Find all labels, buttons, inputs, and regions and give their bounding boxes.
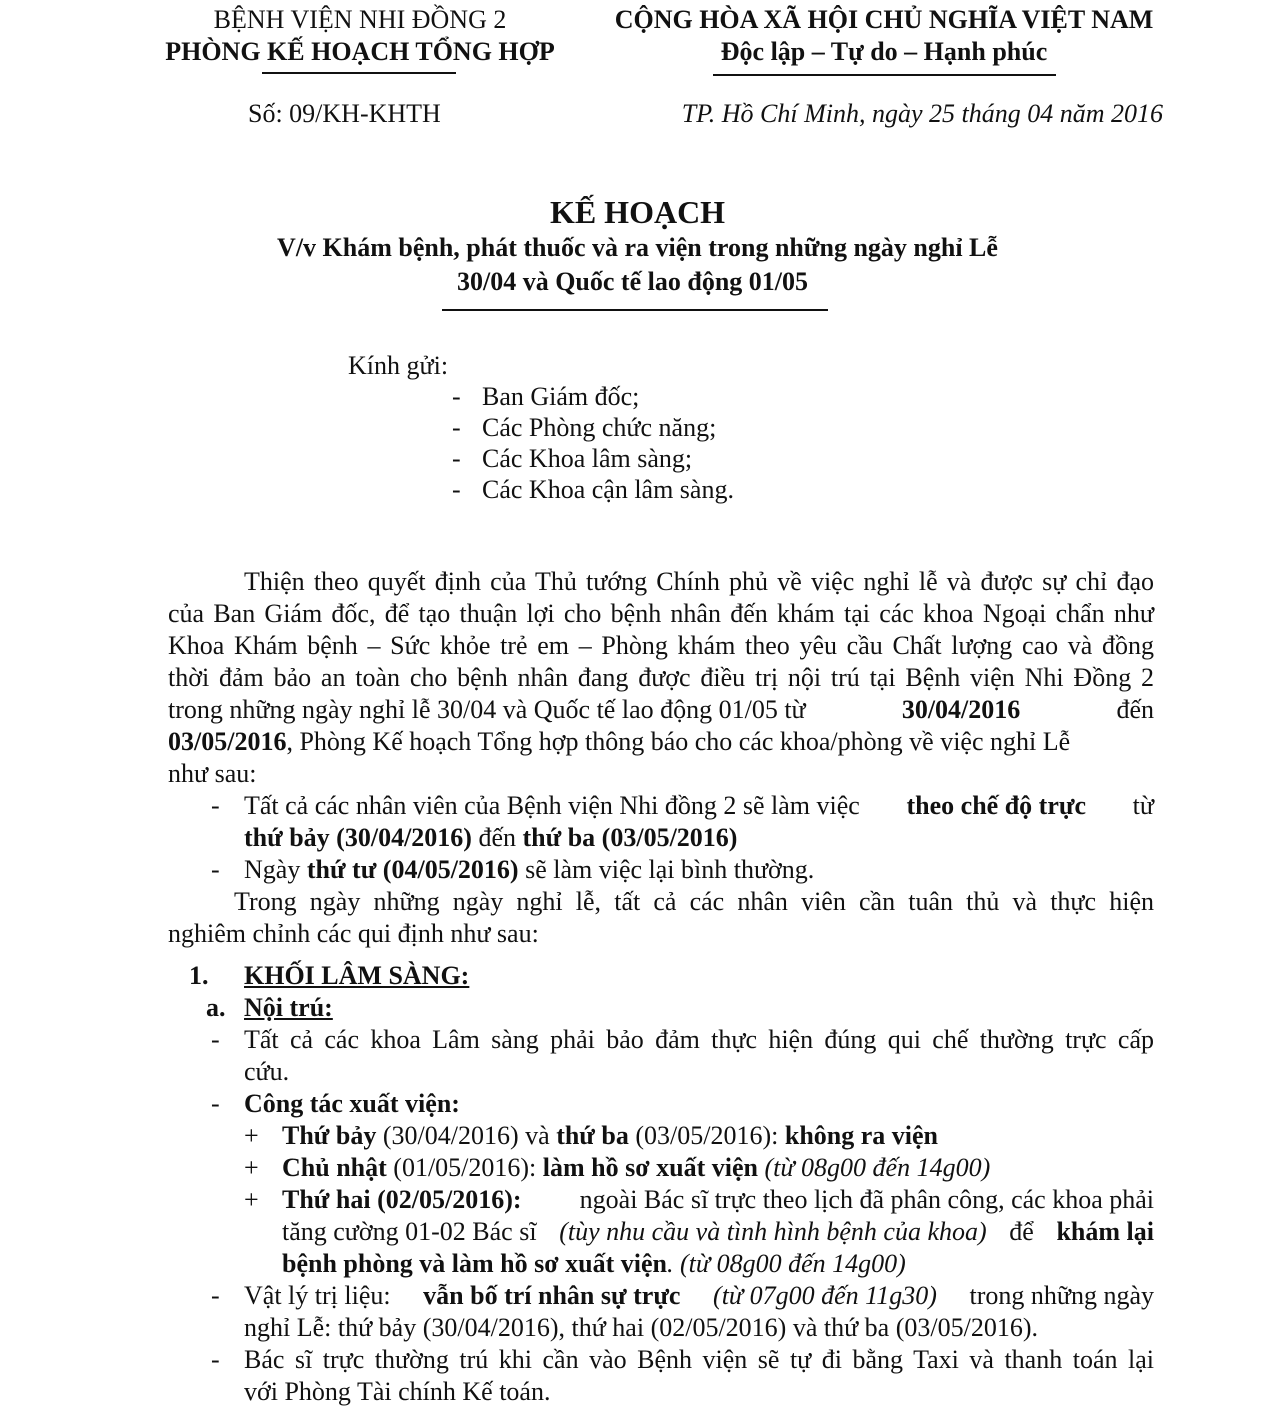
- section-number: 1.: [189, 961, 209, 990]
- bullet-text: Tất cả các nhân viên của Bệnh viện Nhi đồng 2 sẽ làm việc: [244, 791, 860, 820]
- item-text: trong những ngày: [969, 1281, 1154, 1310]
- document-number: Số: 09/KH-KHTH: [248, 99, 441, 128]
- subitem-text: để: [1009, 1217, 1034, 1246]
- item-heading: Công tác xuất viện:: [244, 1089, 460, 1118]
- bullet-text: sẽ làm việc lại bình thường.: [525, 855, 815, 884]
- plus-marker: +: [244, 1185, 259, 1214]
- item-time: (từ 07g00 đến 11g30): [713, 1281, 937, 1310]
- subitem-line: [282, 1248, 906, 1280]
- recipient-dash: -: [452, 444, 461, 473]
- bullet-dash: -: [211, 791, 220, 820]
- national-motto: Độc lập – Tự do – Hạnh phúc: [720, 37, 1048, 66]
- recipient-dash: -: [452, 413, 461, 442]
- subitem-time: . (từ 08g00 đến 14g00): [667, 1249, 906, 1278]
- recipient-item: Các Khoa lâm sàng;: [482, 444, 693, 473]
- country-name: CỘNG HÒA XÃ HỘI CHỦ NGHĨA VIỆT NAM: [614, 5, 1154, 34]
- subitem-emphasis: làm hồ sơ xuất viện: [542, 1153, 758, 1182]
- intro-date-end: 03/05/2016: [168, 727, 287, 756]
- subitem-line: [282, 1216, 1154, 1248]
- motto-underline: [713, 74, 1056, 76]
- item-dash: -: [211, 1345, 220, 1374]
- intro-text: , Phòng Kế hoạch Tổng hợp thông báo cho các khoa/phòng về việc nghỉ Lễ: [286, 727, 1071, 756]
- day-label: thứ ba: [556, 1121, 629, 1150]
- day-label: Thứ hai (02/05/2016):: [282, 1185, 522, 1214]
- intro-line: thời đảm bảo an toàn cho bệnh nhân đang được điều trị nội trú tại Bệnh viện Nhi Đồng 2: [168, 663, 1154, 692]
- subitem-text: (03/05/2016):: [635, 1121, 779, 1150]
- day-label: Chủ nhật: [282, 1153, 387, 1182]
- department-underline: [262, 72, 456, 74]
- item-line: Tất cả các khoa Lâm sàng phải bảo đảm thực hiện đúng qui chế thường trực cấp: [244, 1025, 1154, 1054]
- subsection-title: Nội trú:: [244, 993, 333, 1022]
- subitem-line: [282, 1152, 990, 1184]
- bullet-text: đến: [478, 823, 516, 852]
- intro-date-start: 30/04/2016: [901, 695, 1021, 724]
- intro-line: [168, 726, 1154, 758]
- intro-text: đến: [1116, 695, 1154, 724]
- document-title: KẾ HOẠCH: [549, 194, 726, 230]
- department-name: PHÒNG KẾ HOẠCH TỔNG HỢP: [165, 37, 555, 66]
- item-line: với Phòng Tài chính Kế toán.: [244, 1377, 551, 1406]
- intro-line: [168, 694, 1154, 726]
- rules-line: Trong ngày những ngày nghỉ lễ, tất cả các nhân viên cần tuân thủ và thực hiện: [234, 887, 1154, 916]
- recipients-label: Kính gửi:: [348, 351, 449, 380]
- subitem-line: [282, 1184, 1154, 1216]
- subitem-text: (01/05/2016):: [393, 1153, 537, 1182]
- recipient-item: Các Khoa cận lâm sàng.: [482, 475, 734, 504]
- bullet-dash: -: [211, 855, 220, 884]
- document-subject-line1: V/v Khám bệnh, phát thuốc và ra viện trong những ngày nghỉ Lễ: [277, 233, 998, 262]
- bullet-text: từ: [1132, 791, 1154, 820]
- title-underline: [442, 309, 828, 311]
- bullet-emphasis: thứ bảy (30/04/2016): [244, 823, 472, 852]
- intro-line: Khoa Khám bệnh – Sức khỏe trẻ em – Phòng khám theo yêu cầu Chất lượng cao và đồng: [168, 631, 1154, 660]
- recipient-dash: -: [452, 382, 461, 411]
- subitem-text: tăng cường 01-02 Bác sĩ: [282, 1217, 537, 1246]
- item-dash: -: [211, 1025, 220, 1054]
- item-text: Vật lý trị liệu:: [244, 1281, 391, 1310]
- item-line: cứu.: [244, 1057, 290, 1086]
- recipient-item: Ban Giám đốc;: [482, 382, 640, 411]
- bullet-emphasis: thứ ba (03/05/2016): [522, 823, 738, 852]
- item-dash: -: [211, 1281, 220, 1310]
- recipient-item: Các Phòng chức năng;: [482, 413, 717, 442]
- subitem-emphasis: bệnh phòng và làm hồ sơ xuất viện: [282, 1249, 667, 1278]
- item-emphasis: vẫn bố trí nhân sự trực: [423, 1281, 681, 1310]
- bullet-emphasis: thứ tư (04/05/2016): [306, 855, 519, 884]
- section-title: KHỐI LÂM SÀNG:: [244, 961, 470, 990]
- subitem-line: [282, 1120, 938, 1152]
- intro-line: của Ban Giám đốc, để tạo thuận lợi cho bệnh nhân đến khám tại các khoa Ngoại chẩn như: [168, 599, 1154, 628]
- intro-line: Thiện theo quyết định của Thủ tướng Chính phủ về việc nghỉ lễ và được sự chỉ đạo: [244, 567, 1154, 596]
- subitem-emphasis: khám lại: [1056, 1217, 1154, 1246]
- subitem-note: (tùy nhu cầu và tình hình bệnh của khoa): [559, 1217, 987, 1246]
- recipient-dash: -: [452, 475, 461, 504]
- bullet-emphasis: theo chế độ trực: [906, 791, 1086, 820]
- plus-marker: +: [244, 1153, 259, 1182]
- subitem-text: ngoài Bác sĩ trực theo lịch đã phân công, các khoa phải: [579, 1185, 1154, 1214]
- day-label: Thứ bảy: [282, 1121, 377, 1150]
- plus-marker: +: [244, 1121, 259, 1150]
- subitem-text: (30/04/2016) và: [382, 1121, 550, 1150]
- bullet-line: [244, 854, 814, 886]
- bullet-line: [244, 822, 737, 854]
- item-line: [244, 1280, 1154, 1312]
- item-line: Bác sĩ trực thường trú khi cần vào Bệnh viện sẽ tự đi bằng Taxi và thanh toán lại: [244, 1345, 1154, 1374]
- bullet-text: Ngày: [244, 855, 301, 884]
- subitem-time: (từ 08g00 đến 14g00): [764, 1153, 991, 1182]
- item-line: nghỉ Lễ: thứ bảy (30/04/2016), thứ hai (02/05/2016) và thứ ba (03/05/2016).: [244, 1313, 1038, 1342]
- document-subject-line2: 30/04 và Quốc tế lao động 01/05: [456, 267, 808, 296]
- bullet-line: [244, 790, 1154, 822]
- intro-line: như sau:: [168, 759, 257, 788]
- subsection-letter: a.: [206, 993, 226, 1022]
- rules-line: nghiêm chỉnh các qui định như sau:: [168, 919, 539, 948]
- item-dash: -: [211, 1089, 220, 1118]
- subitem-emphasis: không ra viện: [784, 1121, 939, 1150]
- document-date: TP. Hồ Chí Minh, ngày 25 tháng 04 năm 2016: [681, 99, 1163, 128]
- intro-text: trong những ngày nghỉ lễ 30/04 và Quốc tế lao động 01/05 từ: [168, 695, 806, 724]
- hospital-name: BỆNH VIỆN NHI ĐỒNG 2: [213, 5, 507, 34]
